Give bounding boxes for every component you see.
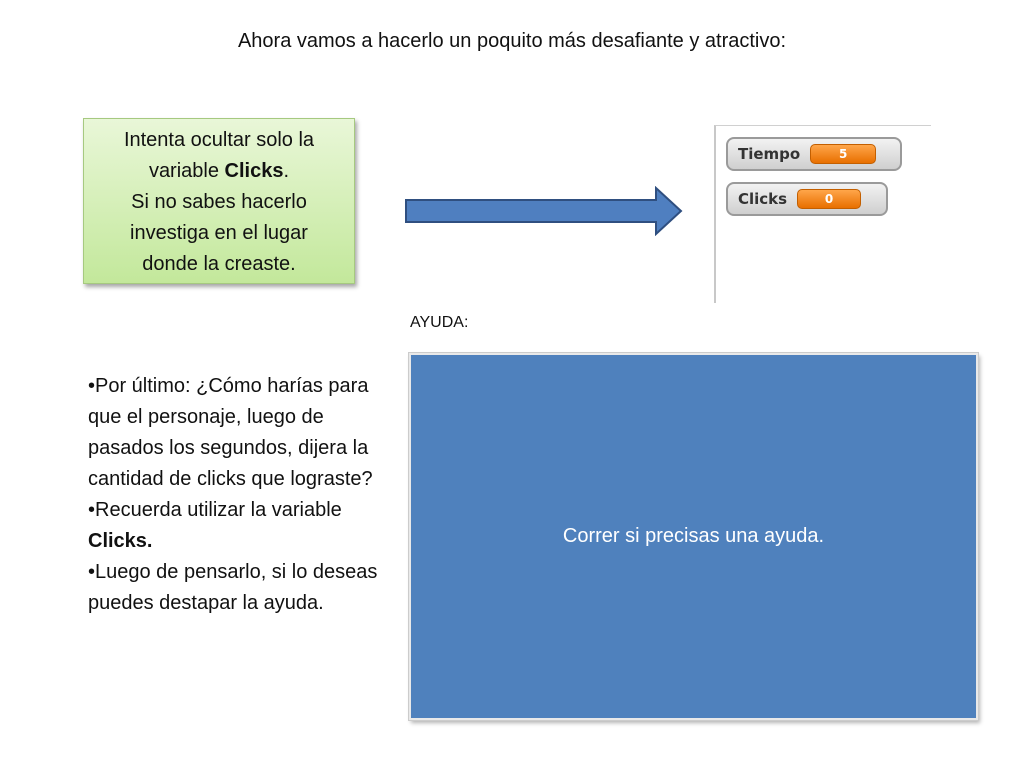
help-box-label: Correr si precisas una ayuda. — [562, 525, 825, 547]
reveal-help-button[interactable] — [409, 353, 978, 720]
variable-name: Tiempo — [738, 145, 801, 163]
variable-monitor-clicks[interactable] — [726, 182, 888, 216]
list-item-variable-name: Clicks. — [88, 530, 153, 552]
variable-monitor-tiempo[interactable] — [726, 137, 902, 171]
list-item: •Por último: ¿Cómo harías para que el personaje, luego de pasados los segundos, dijera la cantidad de clicks que lograste? — [88, 375, 373, 490]
variable-name: Clicks — [738, 190, 788, 208]
callout-text: variable — [148, 160, 225, 182]
variable-value: 5 — [810, 144, 876, 164]
callout-line: investiga en el lugar — [130, 222, 308, 244]
list-item: •Luego de pensarlo, si lo deseas puedes destapar la ayuda. — [88, 561, 378, 614]
slide-title: Ahora vamos a hacerlo un poquito más desafiante y atractivo: — [237, 30, 787, 52]
callout-line: Intenta ocultar solo la — [123, 129, 315, 151]
list-item — [88, 495, 388, 557]
variable-value: 0 — [797, 189, 861, 209]
instruction-callout — [83, 118, 355, 284]
callout-variable-name: Clicks — [224, 160, 284, 182]
callout-line: donde la creaste. — [142, 253, 296, 275]
instructions-list — [88, 371, 388, 619]
callout-line: Si no sabes hacerlo — [131, 191, 307, 213]
callout-text: . — [283, 160, 290, 182]
callout-line — [84, 156, 354, 187]
list-item-text: •Recuerda utilizar la variable — [88, 499, 342, 521]
variables-panel — [714, 125, 931, 303]
right-arrow-icon — [404, 186, 684, 236]
help-label: AYUDA: — [410, 314, 469, 331]
